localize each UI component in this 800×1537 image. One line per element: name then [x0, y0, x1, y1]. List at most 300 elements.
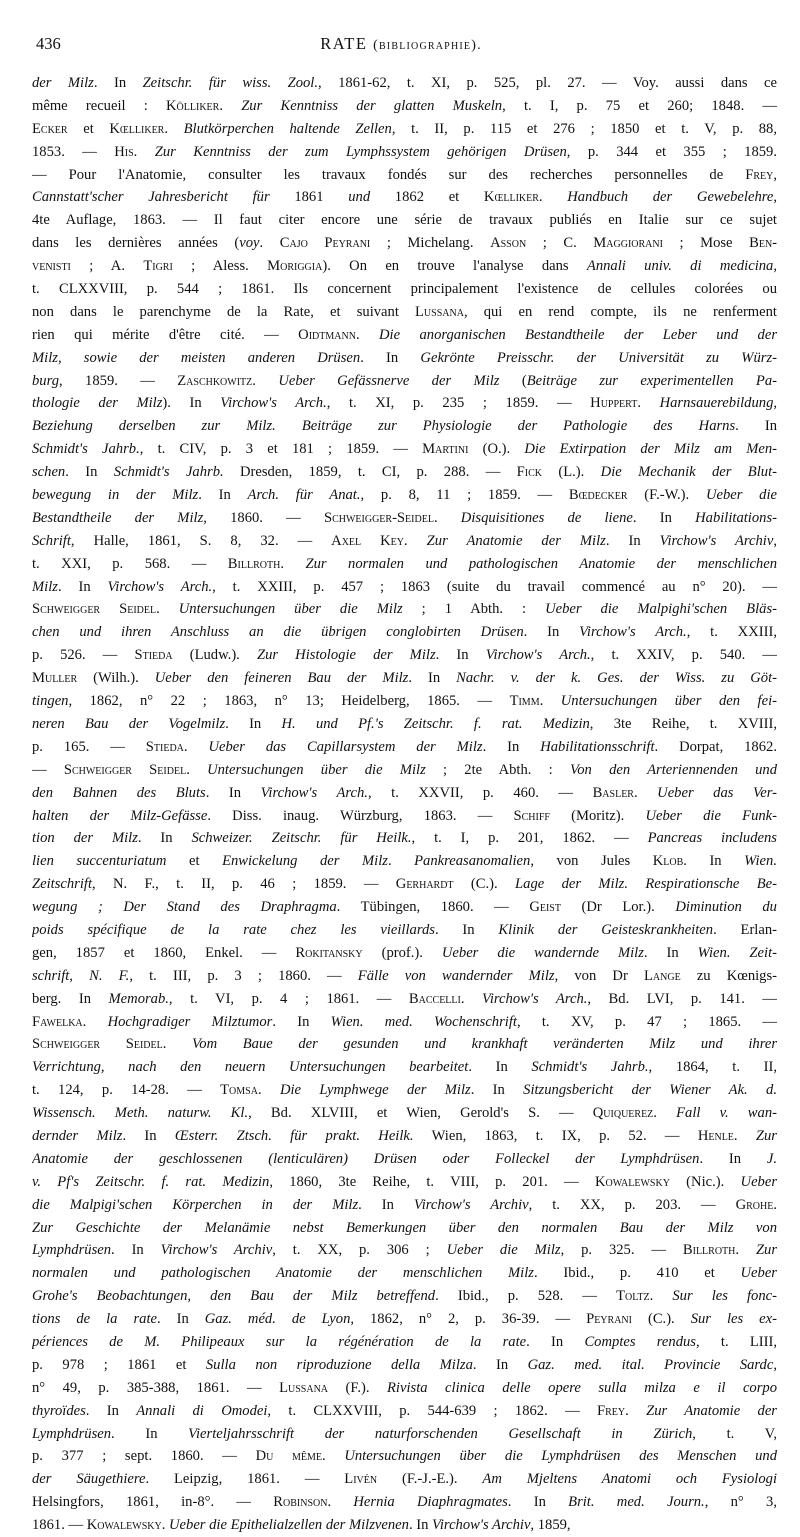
text-segment: . In — [137, 830, 192, 847]
italic-text: Untersuchungen über die Lymphdrüsen des Menschen und — [344, 1448, 777, 1465]
author-name: Moriggia — [267, 258, 323, 275]
text-segment: , von Jules — [530, 853, 653, 870]
text-segment: . In — [408, 1517, 433, 1534]
text-segment: , 1860. — — [203, 509, 324, 526]
text-segment: ; Aless. — [172, 258, 268, 275]
italic-text: Rivista clinica delle opere sulla milza e il corpo — [387, 1379, 777, 1396]
text-segment: , — [773, 166, 777, 183]
text-line — [32, 576, 777, 599]
italic-text: Schmidt's Jahrb. — [113, 464, 224, 481]
italic-text: Untersuchungen über die Milz — [207, 761, 426, 778]
italic-text: Cannstatt'scher Jahresbericht für — [32, 189, 270, 206]
italic-text: Ueber die Funk- — [645, 807, 777, 824]
text-segment: . — [625, 1402, 647, 1419]
author-name: Kœlliker — [109, 120, 165, 137]
text-segment: . In — [470, 1082, 524, 1099]
text-segment: (F.-W.). — [627, 487, 706, 504]
text-segment: . In — [699, 1150, 767, 1167]
text-line — [32, 1011, 777, 1034]
text-line — [32, 1445, 777, 1468]
italic-text: Anatomie der geschlossenen (lenticulären) Drüsen oder Folleckel der Lymphdrüsen — [32, 1150, 700, 1167]
italic-text: Ueber das Ver- — [657, 784, 777, 801]
text-line — [32, 484, 777, 507]
text-segment: (F.-J.-E.). — [377, 1471, 483, 1488]
text-segment: . — [387, 853, 415, 870]
text-segment: p. 978 ; 1861 et — [32, 1356, 206, 1373]
text-segment: ; Mose — [662, 235, 750, 252]
text-segment: . In — [198, 487, 248, 504]
text-segment: . In — [360, 349, 421, 366]
italic-text: wegung ; Der Stand des Draphragma — [32, 899, 337, 916]
text-line — [32, 1262, 777, 1285]
text-line — [32, 896, 777, 919]
italic-text: poids spécifique de la rate chez les vieillards — [32, 921, 435, 938]
italic-text: Zur — [755, 1127, 777, 1144]
author-name: Muller — [32, 670, 78, 687]
text-segment: . Leipzig, 1861. — — [145, 1471, 345, 1488]
italic-text: Hochgradiger Milztumor — [107, 1013, 273, 1030]
italic-text: Ueber die Malpighi'schen Bläs- — [545, 601, 777, 618]
italic-text: chen und ihren Anschluss an die übrigen conglobirten Drüsen — [32, 624, 524, 641]
text-segment: 1862 et — [370, 189, 484, 206]
italic-text: Zur normalen und pathologischen Anatomie der menschlichen — [305, 555, 777, 572]
text-line — [32, 621, 777, 644]
italic-text: périences de M. Philipeaux sur la régénération de la rate — [32, 1333, 527, 1350]
italic-text: Klinik der Geisteskrankheiten — [498, 921, 714, 938]
italic-text: burg — [32, 372, 60, 389]
text-line — [32, 1239, 777, 1262]
text-line — [32, 1125, 777, 1148]
text-line — [32, 95, 777, 118]
running-title-main: RATE — [320, 34, 368, 53]
italic-text: bewegung in der Milz — [32, 487, 199, 504]
text-segment: , t. XV, p. 47 ; 1865. — — [516, 1013, 777, 1030]
text-line — [32, 1285, 777, 1308]
author-name: Grohe — [735, 1196, 774, 1213]
text-segment: , p. 8, 11 ; 1859. — — [360, 487, 569, 504]
italic-text: Gaz. méd. de Lyon — [204, 1311, 351, 1328]
text-segment: (Nic.). — [669, 1173, 741, 1190]
author-name: Bœdecker — [568, 487, 628, 504]
author-name: Gerhardt — [395, 876, 454, 893]
text-segment: . — [156, 601, 179, 618]
text-line — [32, 1331, 777, 1354]
author-name: Billroth — [227, 555, 281, 572]
author-name: Frey — [597, 1402, 626, 1419]
text-line — [32, 1056, 777, 1079]
page-number: 436 — [36, 34, 61, 53]
italic-text: Annali di Omodei — [136, 1402, 268, 1419]
author-name: Livén — [344, 1471, 378, 1488]
text-segment: . — [219, 97, 242, 114]
author-name: Kowalewsky — [594, 1173, 670, 1190]
text-segment: . In — [408, 670, 457, 687]
text-segment: . — [735, 1242, 756, 1259]
text-line — [32, 278, 777, 301]
text-segment: , N. F., t. II, p. 46 ; 1859. — — [92, 876, 396, 893]
text-line — [32, 1217, 777, 1240]
italic-text: der Säugethiere — [32, 1471, 146, 1488]
author-name: Du même — [255, 1448, 323, 1465]
author-name: Kœlliker — [483, 189, 539, 206]
text-segment: . — [82, 1013, 108, 1030]
italic-text: Vom Baue der gesunden und krankhaft veränderten Milz und ihrer — [191, 1036, 777, 1053]
text-line — [32, 1491, 777, 1514]
author-name: Tigri — [143, 258, 173, 275]
text-segment: . In — [472, 1356, 528, 1373]
italic-text: Zur Geschichte der Melanämie nebst Bemerkungen über den normalen Bau der Milz von — [32, 1219, 777, 1236]
text-segment: . — [322, 1448, 345, 1465]
italic-text: Bestandtheile der Milz — [32, 509, 204, 526]
text-segment: , t. VI, p. 4 ; 1861. — — [168, 990, 409, 1007]
italic-text: Beiträge zur experimentellen Pa- — [526, 372, 777, 389]
author-name: Oidtmann — [298, 326, 356, 343]
text-segment: , 1862, n° 2, p. 36-39. — — [350, 1311, 587, 1328]
text-line — [32, 530, 777, 553]
italic-text: der Milz — [32, 75, 94, 91]
text-segment: (Wilh.). — [77, 670, 155, 687]
text-line — [32, 415, 777, 438]
text-segment: . — [186, 761, 208, 778]
text-segment: . — [404, 532, 427, 549]
text-segment: , — [773, 532, 777, 549]
text-segment: . — [355, 326, 379, 343]
author-name: Robinson — [273, 1494, 328, 1511]
italic-text: Sur les fonc- — [672, 1288, 777, 1305]
italic-text: Wien. — [744, 853, 777, 870]
italic-text: Schmidt's Jahrb. — [32, 441, 140, 458]
text-segment: . — [259, 235, 280, 252]
text-segment: et — [67, 120, 110, 137]
italic-text: Von den Arteriennenden und — [569, 761, 777, 778]
text-segment: p. 377 ; sept. 1860. — — [32, 1448, 256, 1465]
author-name: Klob — [652, 853, 684, 870]
text-segment: . In — [526, 1333, 585, 1350]
text-segment: . Tübingen, 1860. — — [336, 899, 530, 916]
bibliography-text — [32, 72, 777, 1537]
italic-text: Harnsauerebildung, — [659, 395, 777, 412]
text-segment: même recueil : — [32, 97, 167, 114]
author-name: Stieda — [145, 738, 184, 755]
italic-text: die Malpigi'schen Körperchen in der Milz — [32, 1196, 359, 1213]
text-segment: . In — [156, 1311, 205, 1328]
text-segment: , t. XXIV, p. 540. — — [590, 647, 777, 664]
text-segment: 1861. — — [32, 1517, 87, 1534]
italic-text: Memorab. — [108, 990, 169, 1007]
italic-text: Ueber die wandernde Milz — [441, 944, 644, 961]
author-name: Cajo Peyrani — [279, 235, 371, 252]
author-name: Schweigger Seidel — [63, 761, 187, 778]
text-line — [32, 1468, 777, 1491]
text-line — [32, 301, 777, 324]
text-segment: (Ludw.). — [172, 647, 257, 664]
author-name: Stieda — [134, 647, 173, 664]
text-segment: (prof.). — [362, 944, 442, 961]
italic-text: Gekrönte Preisschr. der Universität zu Würz- — [420, 349, 777, 366]
running-title-sub: (bibliographie). — [373, 38, 482, 53]
italic-text: Ueber — [740, 1173, 777, 1190]
italic-text: Zur Kenntniss der zum Lymphssystem gehörigen Drüsen — [154, 143, 567, 160]
text-segment: p. 165. — — [32, 738, 146, 755]
italic-text: Arch. für Anat. — [247, 487, 361, 504]
text-line — [32, 347, 777, 370]
italic-text: Pankreasanomalien — [414, 853, 531, 870]
italic-text: Virchow's Arch. — [220, 395, 327, 412]
text-line — [32, 988, 777, 1011]
author-name: Billroth — [682, 1242, 736, 1259]
text-line — [32, 850, 777, 873]
italic-text: Wissensch. Meth. naturw. Kl. — [32, 1105, 249, 1122]
text-segment: . Diss. inaug. Würzburg, 1863. — — [207, 807, 514, 824]
italic-text: Virchow's Archiv — [413, 1196, 529, 1213]
text-line — [32, 141, 777, 164]
text-segment: , t. II, p. 115 et 276 ; 1850 et t. V, p. 88, — [391, 120, 777, 137]
text-segment: , t. XXIII, — [686, 624, 777, 641]
text-segment: . In — [358, 1196, 414, 1213]
text-line — [32, 370, 777, 393]
text-line — [32, 1514, 777, 1537]
italic-text: Pancreas includens — [647, 830, 777, 847]
text-segment: , — [773, 189, 777, 206]
text-segment: (C.). — [453, 876, 516, 893]
text-line — [32, 507, 777, 530]
italic-text: halten der Milz-Gefässe — [32, 807, 208, 824]
text-segment: . In — [225, 715, 282, 732]
italic-text: Sulla non riproduzione della Milza — [205, 1356, 473, 1373]
italic-text: Wien. med. Wochenschrift — [330, 1013, 517, 1030]
text-segment: . In — [482, 738, 541, 755]
text-segment: ). On en trouve l'analyse dans — [322, 258, 587, 275]
author-name: Lussana — [279, 1379, 329, 1396]
text-segment: , — [773, 258, 777, 275]
text-line — [32, 209, 777, 232]
text-segment: , p. 344 et 355 ; 1859. — [566, 143, 777, 160]
italic-text: Beziehung derselben zur Milz. Beiträge zur Physiologie der Pathologie des Harns — [32, 418, 736, 435]
text-segment: t. CLXXVIII, p. 544 ; 1861. Ils concernent principalement l'existence de cellules colorées ou — [32, 281, 777, 298]
italic-text: Virchow's Archiv — [160, 1242, 273, 1259]
author-name: Schweigger-Seidel — [323, 509, 434, 526]
text-segment: et — [166, 853, 223, 870]
text-segment: 1861 — [269, 189, 349, 206]
italic-text: Zur Anatomie der Milz — [426, 532, 606, 549]
text-segment: . — [280, 555, 306, 572]
italic-text: Diminution du — [675, 899, 777, 916]
italic-text: Milz, sowie der meisten anderen Drüsen — [32, 349, 361, 366]
italic-text: Lymphdrüsen — [32, 1425, 112, 1442]
author-name: Huppert — [590, 395, 638, 412]
text-line — [32, 232, 777, 255]
text-segment: , t. I, p. 75 et 260; 1848. — — [502, 97, 777, 114]
text-segment: — Pour l'Anatomie, consulter les travaux fondés sur des recherches personnelles de — [32, 166, 746, 183]
italic-text: Hernia Diaphragmates — [353, 1494, 508, 1511]
italic-text: Gaz. med. ital. Provincie Sardc — [527, 1356, 774, 1373]
text-segment: zu Kœnigs- — [680, 967, 777, 984]
text-segment: . In — [434, 921, 499, 938]
text-line — [32, 164, 777, 187]
italic-text: Zeitschr. für wiss. Zool. — [142, 75, 319, 91]
text-segment: , n° 3, — [704, 1494, 777, 1511]
italic-text: Vierteljahrsschrift der naturforschenden Gesellschaft in Zürich — [188, 1425, 693, 1442]
text-segment: . — [460, 990, 483, 1007]
author-name: Timm — [509, 693, 540, 710]
author-name: Axel Key — [331, 532, 405, 549]
italic-text: Sur les ex- — [690, 1311, 777, 1328]
italic-text: tions de la rate — [32, 1311, 157, 1328]
text-segment: . Erlan- — [713, 921, 777, 938]
text-line — [32, 1377, 777, 1400]
text-line — [32, 644, 777, 667]
italic-text: schen — [32, 464, 66, 481]
italic-text: Fälle von wandernder Milz — [357, 967, 555, 984]
text-segment: . In — [111, 1425, 189, 1442]
italic-text: Virchow's Arch. — [107, 578, 213, 595]
text-segment: . In — [272, 1013, 331, 1030]
author-name: Baccelli — [408, 990, 461, 1007]
text-segment: . — [133, 143, 155, 160]
italic-text: Verrichtung, nach den neuern Untersuchungen bearbeitet — [32, 1059, 469, 1076]
text-segment: , 1864, t. II, — [648, 1059, 777, 1076]
text-segment: , 1859. — — [59, 372, 178, 389]
author-name: Lange — [643, 967, 681, 984]
italic-text: tingen — [32, 693, 69, 710]
italic-text: Enwickelung der Milz — [222, 853, 388, 870]
text-segment: (L.). — [542, 464, 601, 481]
italic-text: Virchow's Arch. — [485, 647, 591, 664]
text-segment: . — [538, 189, 568, 206]
text-segment: , t. CIV, p. 3 et 181 ; 1859. — — [139, 441, 423, 458]
italic-text: den Bahnen des Bluts — [32, 784, 206, 801]
author-name: venisti — [32, 258, 71, 275]
text-segment: . In — [111, 1242, 161, 1259]
text-segment: — — [32, 761, 64, 778]
text-line — [32, 827, 777, 850]
text-segment: . In — [122, 1127, 175, 1144]
text-segment: (Dr Lor.). — [560, 899, 676, 916]
text-line — [32, 324, 777, 347]
text-line — [32, 1171, 777, 1194]
italic-text: Ueber die Milz — [446, 1242, 561, 1259]
text-segment: . In — [735, 418, 777, 435]
text-segment: . Ibid., p. 528. — — [435, 1288, 617, 1305]
text-line — [32, 919, 777, 942]
italic-text: Ueber die Epithelialzellen der Milzvenen — [169, 1517, 409, 1534]
text-segment: , t. I, p. 201, 1862. — — [411, 830, 648, 847]
italic-text: Œsterr. Ztsch. für prakt. Heilk. — [174, 1127, 414, 1144]
text-line — [32, 713, 777, 736]
text-line — [32, 461, 777, 484]
text-segment: , 1860, 3te Reihe, t. VIII, p. 201. — — [269, 1173, 595, 1190]
text-segment: (C.). — [631, 1311, 691, 1328]
text-segment: ; 2te Abth. : — [425, 761, 570, 778]
text-line — [32, 1079, 777, 1102]
italic-text: Virchow's Archiv — [432, 1517, 531, 1534]
text-segment: . In — [523, 624, 580, 641]
text-segment: , 1861-62, t. XI, p. 525, pl. 27. — Voy. aussi dans ce — [318, 75, 777, 91]
author-name: Toltz — [616, 1288, 650, 1305]
text-segment: . Ibid., p. 410 et — [533, 1265, 741, 1282]
text-line — [32, 72, 777, 95]
text-segment: rien qui mérite d'être cité. — — [32, 326, 299, 343]
italic-text: Zur Histologie der Milz — [256, 647, 436, 664]
italic-text: Ueber die — [705, 487, 777, 504]
text-line — [32, 942, 777, 965]
text-segment: . In — [605, 532, 660, 549]
italic-text: Ueber den feineren Bau der Milz — [154, 670, 409, 687]
running-title — [22, 34, 780, 54]
text-line — [32, 690, 777, 713]
italic-text: Handbuch der Gewebelehre — [567, 189, 774, 206]
text-line — [32, 1400, 777, 1423]
italic-text: lien succenturiatum — [32, 853, 167, 870]
text-segment: . Dorpat, 1862. — [654, 738, 777, 755]
text-segment: . — [633, 784, 658, 801]
text-segment: , t. V, — [692, 1425, 777, 1442]
text-segment: ; 1 Abth. : — [402, 601, 546, 618]
text-segment: . — [327, 1494, 354, 1511]
text-line — [32, 1033, 777, 1056]
text-segment: . In — [57, 578, 108, 595]
text-segment: . — [183, 738, 209, 755]
text-segment: , t. XX, p. 306 ; — [272, 1242, 447, 1259]
italic-text: tion der Milz — [32, 830, 138, 847]
author-name: Ecker — [32, 120, 68, 137]
text-segment: . — [637, 395, 660, 412]
text-segment: . — [653, 1105, 677, 1122]
text-segment: 1853. — — [32, 143, 115, 160]
italic-text: Habilitationsschrift — [540, 738, 655, 755]
author-name: Schweigger Seidel — [32, 601, 157, 618]
text-line — [32, 255, 777, 278]
text-segment: ; Michelang. — [370, 235, 491, 252]
italic-text: neren Bau der Vogelmilz — [32, 715, 226, 732]
text-segment: . — [773, 1196, 777, 1213]
italic-text: Lage der Milz. Respirationsche Be- — [515, 876, 777, 893]
text-segment: . In — [683, 853, 745, 870]
italic-text: Zur — [755, 1242, 777, 1259]
text-segment: , Bd. XLVIII, et Wien, Gerold's S. — — [248, 1105, 593, 1122]
text-segment: gen, 1857 et 1860, Enkel. — — [32, 944, 296, 961]
text-segment: , t. XI, p. 235 ; 1859. — — [326, 395, 591, 412]
text-segment: ). In — [162, 395, 221, 412]
italic-text: Untersuchungen über den fei- — [560, 693, 777, 710]
text-line — [32, 438, 777, 461]
author-name: Fick — [516, 464, 543, 481]
text-segment: berg. In — [32, 990, 109, 1007]
author-name: Rokitansky — [295, 944, 363, 961]
author-name: Frey — [745, 166, 774, 183]
italic-text: Untersuchungen über die Milz — [178, 601, 403, 618]
italic-text: Nachr. v. der k. Ges. der Wiss. zu Göt- — [456, 670, 777, 687]
text-segment: dans les dernières années ( — [32, 235, 240, 252]
text-line — [32, 186, 777, 209]
italic-text: Virchow's Archiv — [659, 532, 774, 549]
italic-text: normalen und pathologischen Anatomie der menschlichen Milz — [32, 1265, 534, 1282]
italic-text: H. und Pf.'s Zeitschr. f. rat. Medizin — [281, 715, 590, 732]
text-line — [32, 118, 777, 141]
text-line — [32, 736, 777, 759]
text-segment: . — [257, 1082, 280, 1099]
text-segment: , 1859, — [530, 1517, 571, 1534]
text-segment: . — [161, 1517, 170, 1534]
text-segment: , 1862, n° 22 ; 1863, n° 13; Heidelberg, 1865. — — [68, 693, 510, 710]
text-line — [32, 1354, 777, 1377]
italic-text: Disquisitiones de liene — [460, 509, 633, 526]
italic-text: Sitzungsbericht der Wiener Ak. d. — [523, 1082, 777, 1099]
text-segment: , von Dr — [554, 967, 644, 984]
italic-text: Comptes rendus — [584, 1333, 696, 1350]
text-segment: . In — [435, 647, 486, 664]
text-segment: . — [433, 509, 461, 526]
